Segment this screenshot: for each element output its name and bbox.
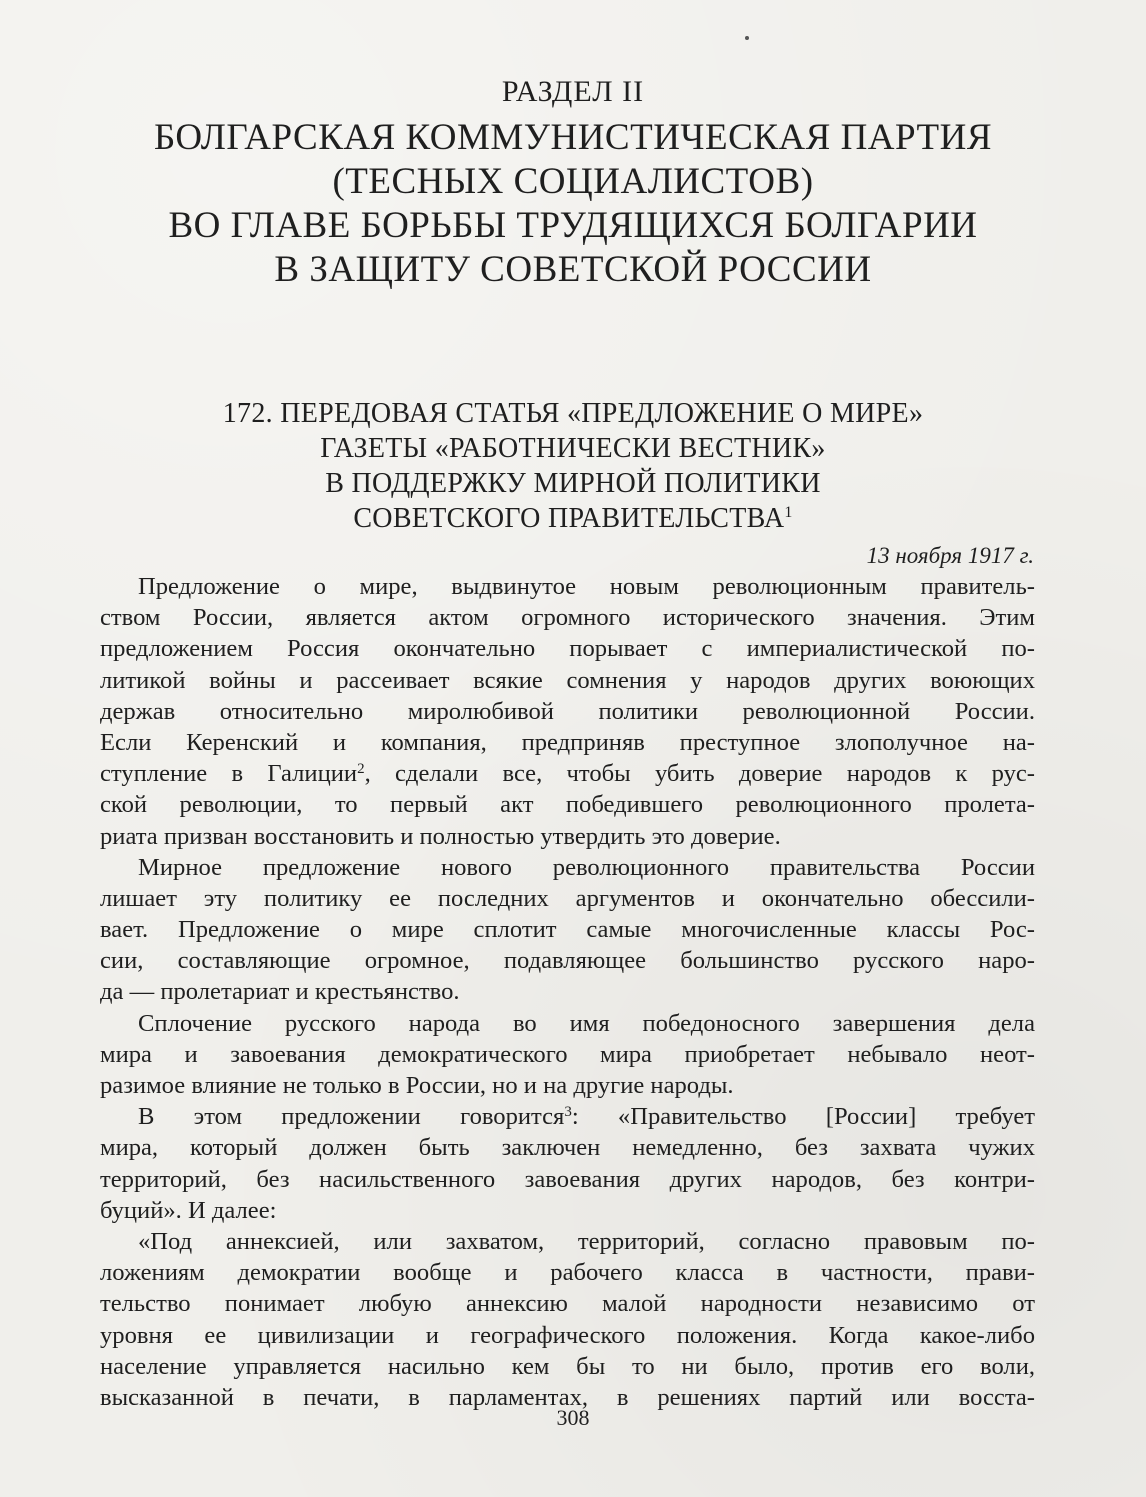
text-line [100,883,1035,914]
document-title-line: ГАЗЕТЫ «РАБОТНИЧЕСКИ ВЕСТНИК» [320,433,826,464]
print-speck [745,36,749,40]
text-line [100,1351,1035,1382]
text-line [100,1320,1035,1351]
text-line [100,1226,1035,1257]
text-line-content: ступление в Галиции [100,760,358,788]
text-line-content: Сплочение русского народа во имя победоносного завершения дела [138,1009,1035,1037]
document-title-line: 172. ПЕРЕДОВАЯ СТАТЬЯ «ПРЕДЛОЖЕНИЕ О МИРЕ» [222,398,924,429]
text-line-content: риата призван восстановить и полностью утвердить это доверие. [100,822,781,850]
document-title [100,396,1046,536]
text-line [100,976,1035,1007]
text-line [100,821,1035,852]
text-line-content: территорий, без насильственного завоевания других народов, без контри- [100,1165,1035,1193]
text-line [100,602,1035,633]
text-line [100,727,1035,758]
section-title-line: ВО ГЛАВЕ БОРЬБЫ ТРУДЯЩИХСЯ БОЛГАРИИ [168,205,978,246]
article-body [100,571,1035,1413]
section-title [100,116,1046,292]
text-line-content: , сделали все, чтобы убить доверие народов к рус- [364,760,1035,788]
document-title-line-last [100,501,1046,536]
section-label: РАЗДЕЛ II [501,75,645,108]
text-line-content: мира, который должен быть заключен немедленно, без захвата чужих [100,1134,1035,1162]
text-line-content: ложениям демократии вообще и рабочего класса в частности, прави- [100,1259,1035,1287]
section-title-line: (ТЕСНЫХ СОЦИАЛИСТОВ) [332,161,814,202]
text-line [100,1288,1035,1319]
text-line [100,1257,1035,1288]
footnote-marker: 3 [564,1104,572,1121]
text-line [100,1132,1035,1163]
text-line [100,1101,1035,1132]
text-line-content: мира и завоевания демократического мира приобретает небывало неот- [100,1040,1035,1068]
section-title-line: В ЗАЩИТУ СОВЕТСКОЙ РОССИИ [274,249,872,290]
text-line-content: ской революции, то первый акт победившего революционного пролета- [100,791,1035,819]
text-line [100,571,1035,602]
text-line [100,914,1035,945]
text-line-content: уровня ее цивилизации и географического положения. Когда какое-либо [100,1321,1035,1349]
text-line-content: предложением Россия окончательно порывает с империалистической по- [100,635,1035,663]
text-line-content: тельство понимает любую аннексию малой народности независимо от [100,1290,1035,1318]
text-line-content: Предложение о мире, выдвинутое новым революционным правитель- [138,573,1035,600]
text-line-content: вает. Предложение о мире сплотит самые многочисленные классы Рос- [100,916,1035,944]
text-line-content: держав относительно миролюбивой политики революционной России. [100,697,1035,725]
text-line-content: В этом предложении говорится [138,1103,565,1131]
text-line-content: литикой войны и рассеивает всякие сомнения у народов других воюющих [100,666,1035,694]
document-title-text: СОВЕТСКОГО ПРАВИТЕЛЬСТВА [353,503,785,534]
footnote-marker: 2 [357,761,365,778]
text-line-content: высказанной в печати, в парламентах, в решениях партий или восста- [100,1383,1035,1411]
text-line-content: буций». И далее: [100,1196,277,1224]
text-line-content: население управляется насильно кем бы то ни было, против его воли, [100,1352,1035,1380]
text-line-content: лишает эту политику ее последних аргументов и окончательно обессили- [100,884,1035,912]
text-line [100,852,1035,883]
document-title-line: В ПОДДЕРЖКУ МИРНОЙ ПОЛИТИКИ [325,468,821,499]
text-line [100,1070,1035,1101]
text-line [100,1008,1035,1039]
footnote-marker: 1 [784,504,793,521]
text-line-content: да — пролетариат и крестьянство. [100,978,460,1006]
text-line-content: Если Керенский и компания, предприняв преступное злополучное на- [100,728,1035,756]
text-line [100,633,1035,664]
text-line-content: сии, составляющие огромное, подавляющее большинство русского наро- [100,947,1035,975]
document-date: 13 ноября 1917 г. [866,543,1034,568]
text-line [100,1039,1035,1070]
text-line [100,789,1035,820]
text-line-content: разимое влияние не только в России, но и на другие народы. [100,1072,734,1099]
section-title-line: БОЛГАРСКАЯ КОММУНИСТИЧЕСКАЯ ПАРТИЯ [153,117,993,158]
text-line-content: : «Правительство [России] требует [571,1103,1035,1131]
text-line [100,696,1035,727]
text-line-content: Мирное предложение нового революционного правительства России [138,853,1035,881]
text-line-content: «Под аннексией, или захватом, территорий, согласно правовым по- [138,1227,1035,1255]
page-number: 308 [556,1405,590,1430]
text-line [100,758,1035,789]
text-line [100,665,1035,696]
text-line [100,1164,1035,1195]
text-line-content: ством России, является актом огромного исторического значения. Этим [100,604,1035,632]
text-line [100,1195,1035,1226]
text-line [100,945,1035,976]
